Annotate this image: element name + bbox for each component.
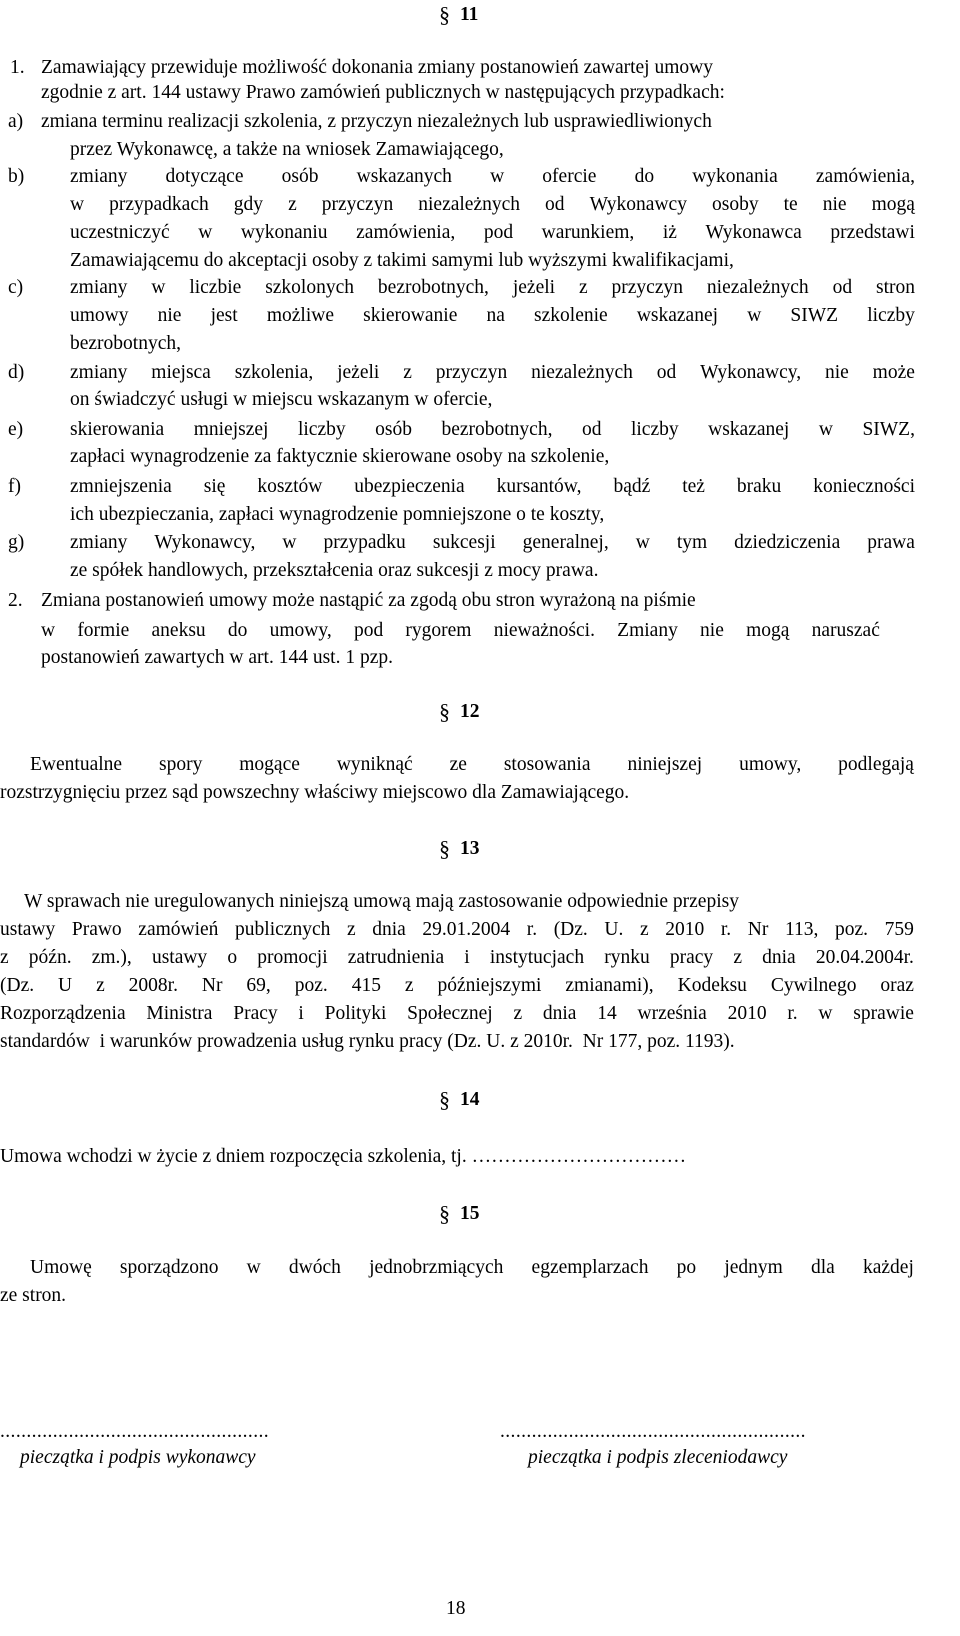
section-sign: § xyxy=(439,836,450,861)
section-number: 13 xyxy=(460,838,480,859)
item-marker-g: g) xyxy=(8,532,25,553)
text-line: zapłaci wynagrodzenie za faktycznie skierowane osoby na szkolenie, xyxy=(70,446,610,467)
text-line: skierowania mniejszej liczby osób bezrobotnych, od liczby wskazanej w SIWZ, xyxy=(70,419,915,440)
text-line: postanowień zawartych w art. 144 ust. 1 pzp. xyxy=(41,647,393,668)
section-sign: § xyxy=(439,1087,450,1112)
text-line: rozstrzygnięciu przez sąd powszechny właściwy miejscowo dla Zamawiającego. xyxy=(0,782,630,803)
item-marker-2: 2. xyxy=(8,590,23,611)
text-line: W sprawach nie uregulowanych niniejszą umową mają zastosowanie odpowiednie przepisy xyxy=(24,891,739,912)
text-line: zmiany w liczbie szkolonych bezrobotnych, jeżeli z przyczyn niezależnych od stron xyxy=(70,277,915,298)
text-line: w przypadkach gdy z przyczyn niezależnych od Wykonawcy osoby te nie mogą xyxy=(70,194,915,215)
item-marker-c: c) xyxy=(8,277,24,298)
text-line: zmiany Wykonawcy, w przypadku sukcesji generalnej, w tym dziedziczenia prawa xyxy=(70,532,915,553)
item-marker-1: 1. xyxy=(10,57,25,78)
text-line: Zamawiającemu do akceptacji osoby z takimi samymi lub wyższymi kwalifikacjami, xyxy=(70,250,734,271)
text-line: uczestniczyć w wykonaniu zamówienia, pod warunkiem, iż Wykonawca przedstawi xyxy=(70,222,915,243)
section-number: 15 xyxy=(460,1203,480,1224)
text-line: przez Wykonawcę, a także na wniosek Zamawiającego, xyxy=(70,139,504,160)
signature-line-left: ................................................... xyxy=(0,1421,270,1442)
section-sign: § xyxy=(439,1201,450,1226)
text-line: zmiana terminu realizacji szkolenia, z przyczyn niezależnych lub usprawiedliwionych xyxy=(41,111,712,132)
text-line: bezrobotnych, xyxy=(70,333,182,354)
signature-line-right: .......................................................... xyxy=(500,1421,806,1442)
page-number: 18 xyxy=(446,1598,466,1619)
signature-caption-left: pieczątka i podpis wykonawcy xyxy=(20,1447,256,1468)
item-marker-b: b) xyxy=(8,166,25,187)
section-number: 12 xyxy=(460,701,480,722)
item-marker-a: a) xyxy=(8,111,24,132)
text-line: Zmiana postanowień umowy może nastąpić za zgodą obu stron wyrażoną na piśmie xyxy=(41,590,696,611)
text-line: umowy nie jest możliwe skierowanie na szkolenie wskazanej w SIWZ liczby xyxy=(70,305,915,326)
section-number: 14 xyxy=(460,1089,480,1110)
text-line: z późn. zm.), ustawy o promocji zatrudnienia i instytucjach rynku pracy z dnia 20.04.2004r. xyxy=(0,947,914,968)
section-sign: § xyxy=(439,699,450,724)
text-line: w formie aneksu do umowy, pod rygorem nieważności. Zmiany nie mogą naruszać xyxy=(41,620,880,641)
text-line: (Dz. U z 2008r. Nr 69, poz. 415 z późniejszymi zmianami), Kodeksu Cywilnego oraz xyxy=(0,975,914,996)
section-sign: § xyxy=(439,2,450,27)
item-marker-d: d) xyxy=(8,362,25,383)
text-line: Ewentualne spory mogące wyniknąć ze stosowania niniejszej umowy, podlegają xyxy=(30,754,914,775)
item-marker-e: e) xyxy=(8,419,24,440)
text-line: zmiany dotyczące osób wskazanych w ofercie do wykonania zamówienia, xyxy=(70,166,915,187)
text-line: ich ubezpieczania, zapłaci wynagrodzenie pomniejszone o te koszty, xyxy=(70,504,605,525)
text-line: zgodnie z art. 144 ustawy Prawo zamówień publicznych w następujących przypadkach: xyxy=(41,82,725,103)
section-heading-15 xyxy=(439,1199,480,1227)
text-line: Umowa wchodzi w życie z dniem rozpoczęcia szkolenia, tj. …………………………… xyxy=(0,1146,687,1167)
text-line: Umowę sporządzono w dwóch jednobrzmiących egzemplarzach po jednym dla każdej xyxy=(30,1257,914,1278)
section-number: 11 xyxy=(460,4,479,25)
text-line: ze stron. xyxy=(0,1285,67,1306)
text-line: Zamawiający przewiduje możliwość dokonania zmiany postanowień zawartej umowy xyxy=(41,57,713,78)
section-heading-13 xyxy=(439,834,480,862)
section-heading-11 xyxy=(439,0,478,28)
text-line: ze spółek handlowych, przekształcenia oraz sukcesji z mocy prawa. xyxy=(70,560,599,581)
text-line: zmniejszenia się kosztów ubezpieczenia kursantów, bądź też braku konieczności xyxy=(70,476,915,497)
signature-caption-right: pieczątka i podpis zleceniodawcy xyxy=(528,1447,788,1468)
text-line: standardów i warunków prowadzenia usług rynku pracy (Dz. U. z 2010r. Nr 177, poz. 1193). xyxy=(0,1031,735,1052)
text-line: ustawy Prawo zamówień publicznych z dnia 29.01.2004 r. (Dz. U. z 2010 r. Nr 113, poz. 759 xyxy=(0,919,914,940)
section-heading-12 xyxy=(439,697,480,725)
section-heading-14 xyxy=(439,1085,480,1113)
text-line: Rozporządzenia Ministra Pracy i Polityki Społecznej z dnia 14 września 2010 r. w sprawie xyxy=(0,1003,914,1024)
text-line: zmiany miejsca szkolenia, jeżeli z przyczyn niezależnych od Wykonawcy, nie może xyxy=(70,362,915,383)
item-marker-f: f) xyxy=(8,476,21,497)
text-line: on świadczyć usługi w miejscu wskazanym w ofercie, xyxy=(70,389,493,410)
